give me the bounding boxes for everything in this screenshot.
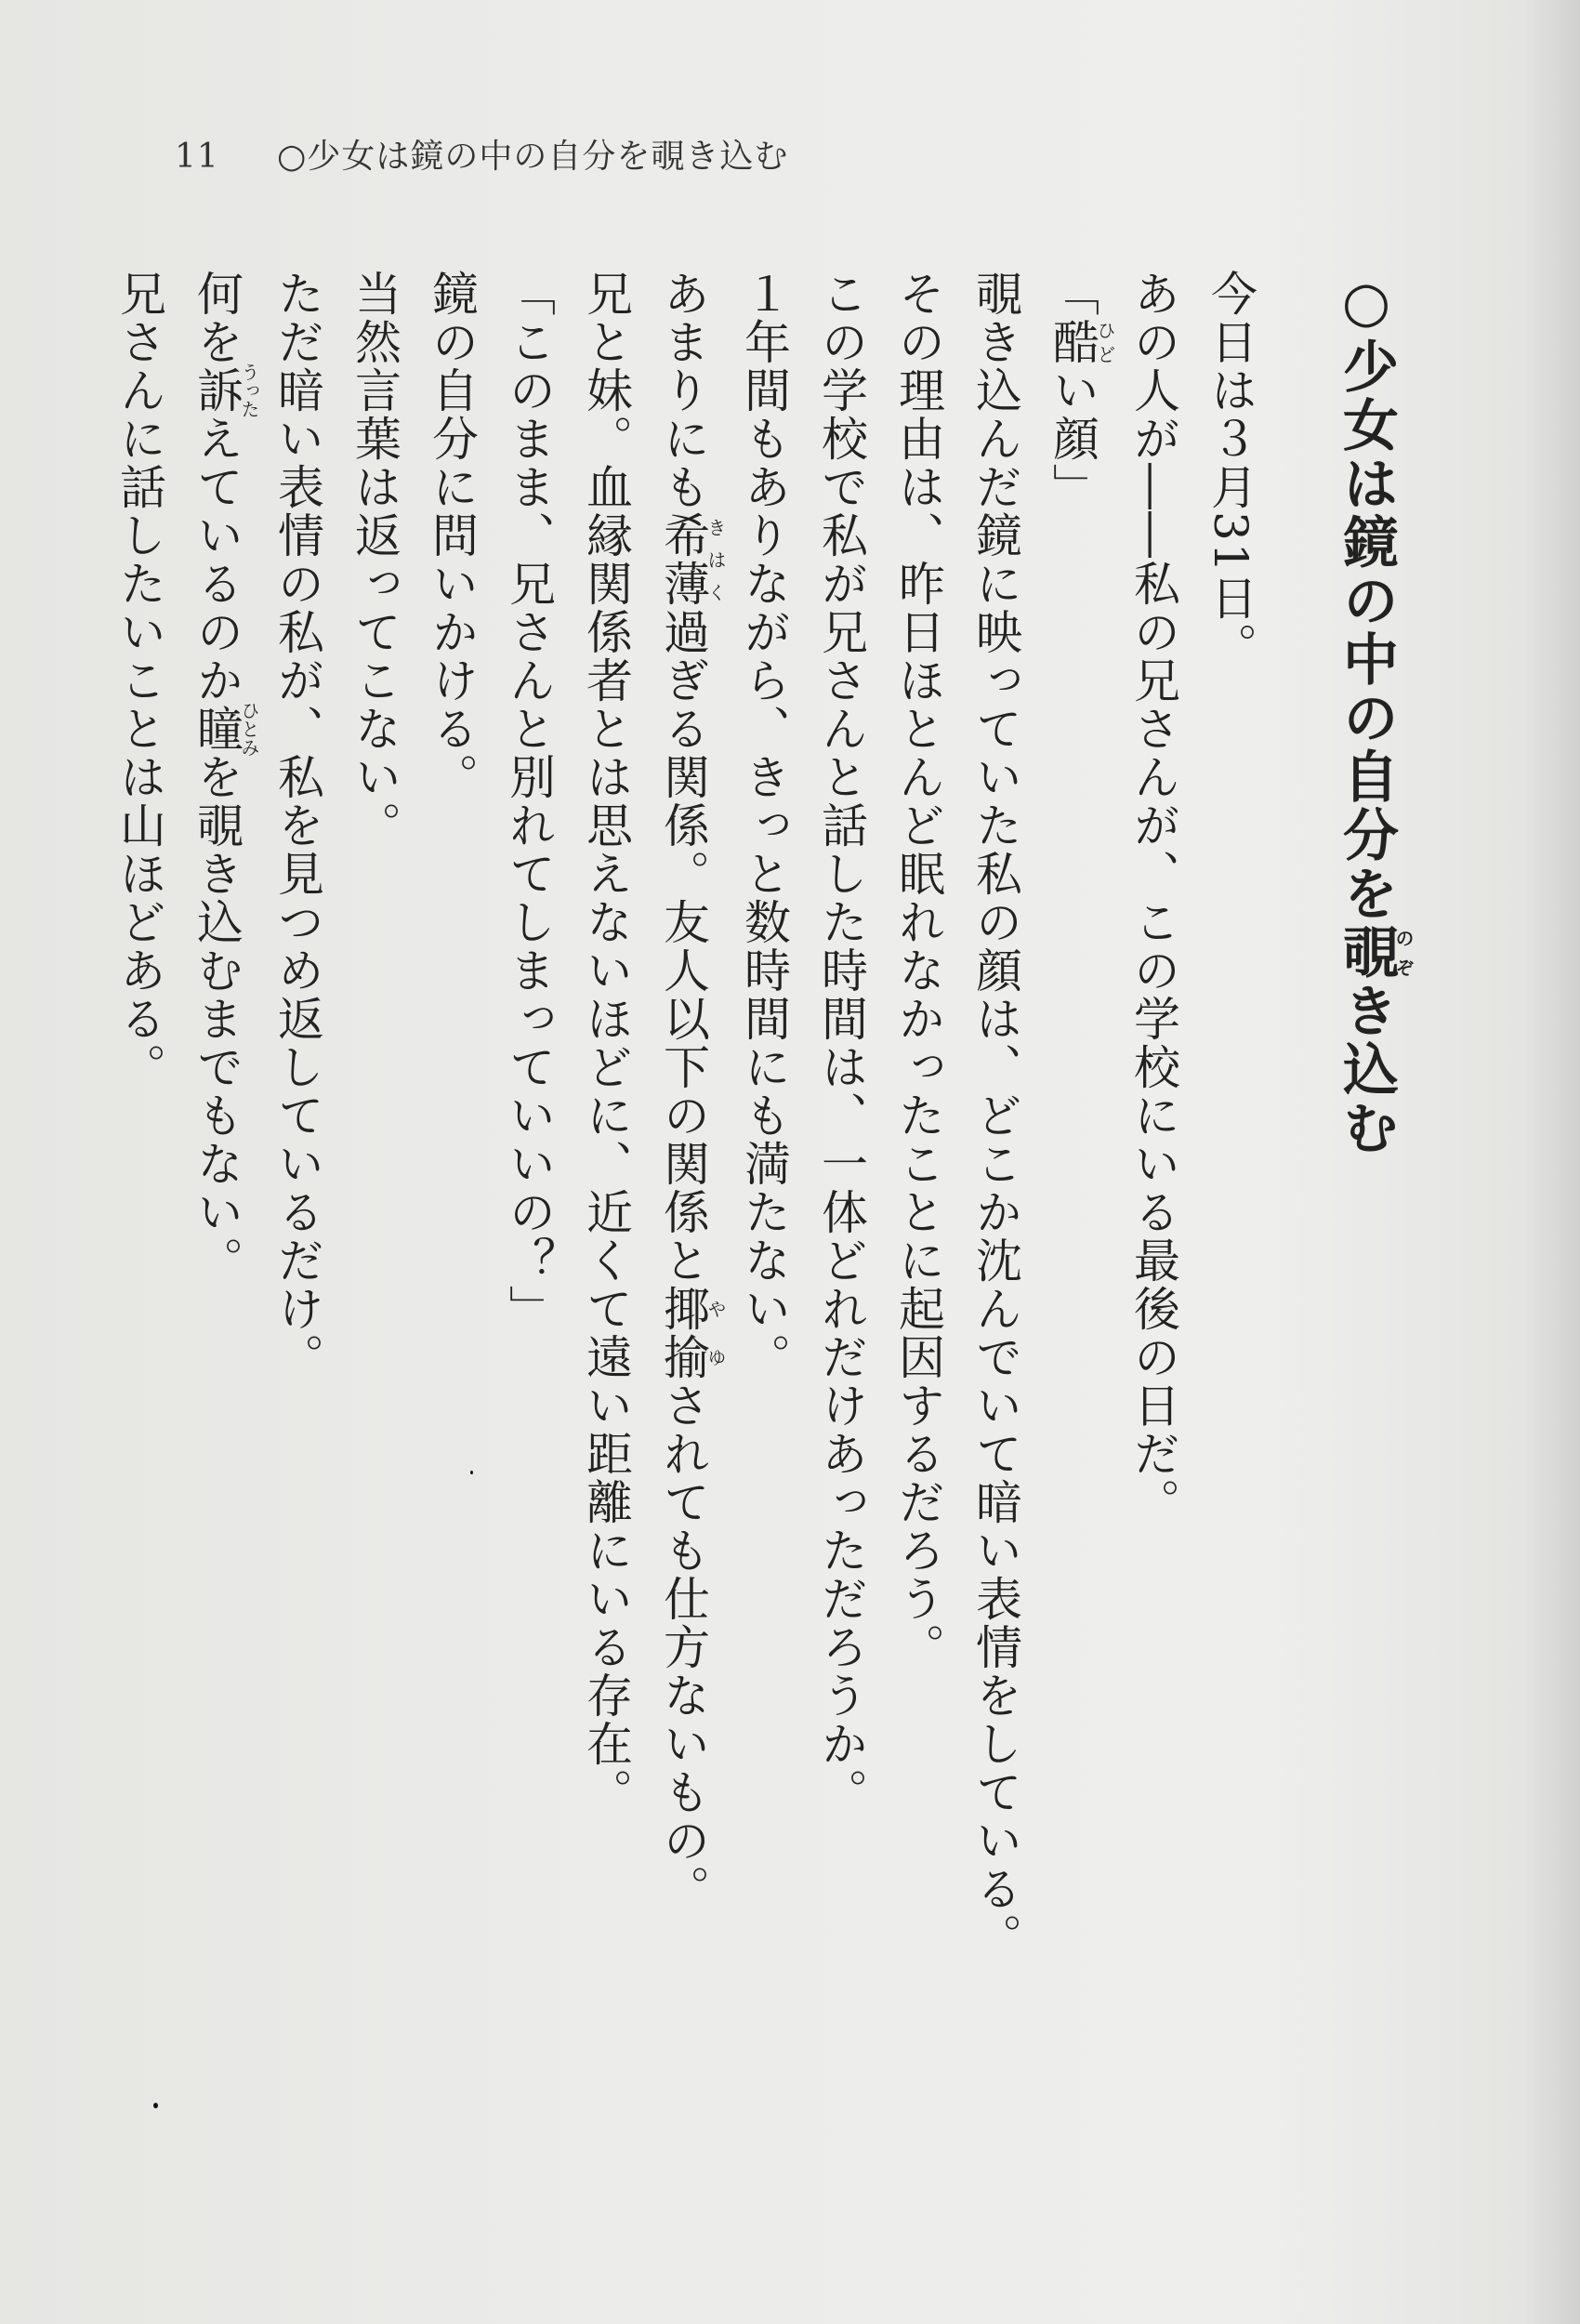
ruby-yayu-reading: やゆ — [704, 1285, 727, 1381]
text-line-10: 「このまま、兄さんと別れてしまっていいの？」 — [502, 270, 556, 1333]
ruby-utta — [190, 363, 260, 418]
text-line-8-part-c: されても仕方ないもの。 — [656, 1381, 710, 1913]
text-line-3 — [1034, 270, 1114, 2185]
ruby-utta-base: 訴 — [190, 363, 244, 418]
text-line-14 — [178, 270, 258, 2185]
ruby-kihaku-base: 希薄 — [656, 511, 710, 608]
quote-close: い顔」 — [1046, 366, 1099, 511]
ruby-hido-base: 酷 — [1046, 318, 1099, 366]
paper-speck — [470, 1471, 473, 1474]
text-line-11: 鏡の自分に問いかける。 — [425, 270, 479, 801]
spine-shadow — [1524, 0, 1580, 2324]
text-line-7: １年間もありながら、きっと数時間にも満たない。 — [737, 270, 791, 1381]
running-header-title: ○少女は鏡の中の自分を覗き込む — [277, 138, 789, 176]
ruby-hitomi-reading: ひとみ — [238, 701, 260, 757]
quote-open: 「 — [1046, 270, 1099, 318]
text-line-6: この学校で私が兄さんと話した時間は、一体どれだけあっただろうか。 — [814, 270, 868, 1816]
chapter-title-part1: ○少女は鏡の中の自分を — [1334, 270, 1399, 923]
chapter-title-ruby-reading: のぞ — [1392, 923, 1415, 982]
ruby-hitomi — [190, 701, 260, 757]
text-line-5: その理由は、昨日ほとんど眠れなかったことに起因するだろう。 — [891, 270, 945, 1671]
running-header — [175, 130, 788, 178]
text-line-15: 兄さんに話したいことは山ほどある。 — [112, 270, 166, 1091]
ruby-hitomi-base: 瞳 — [190, 701, 244, 757]
text-line-13: ただ暗い表情の私が、私を見つめ返しているだけ。 — [270, 270, 324, 1381]
text-line-8-part-b: 過ぎる関係。友人以下の関係と — [656, 608, 710, 1285]
chapter-title-ruby-base: 覗 — [1334, 923, 1399, 982]
text-line-1: 今日は３月31日。 — [1204, 270, 1257, 671]
ruby-hido — [1046, 318, 1116, 366]
text-line-14-part-a: 何を — [190, 270, 244, 366]
chapter-title-part2: き込む — [1334, 982, 1399, 1157]
vertical-text-body — [100, 270, 1413, 2185]
ruby-kihaku-reading: きはく — [704, 511, 727, 608]
ruby-yayu — [656, 1285, 727, 1381]
text-line-9: 兄と妹。血縁関係者とは思えないほどに、近くて遠い距離にいる存在。 — [579, 270, 633, 1816]
ruby-utta-reading: うった — [238, 363, 260, 418]
text-line-14-part-c: を覗き込むまでもない。 — [190, 753, 244, 1285]
page-number: 11 — [175, 138, 219, 176]
text-line-8 — [644, 270, 725, 2185]
text-line-2: あの人が――私の兄さんが、この学校にいる最後の日だ。 — [1126, 270, 1180, 1526]
ruby-kihaku — [656, 511, 727, 608]
ruby-yayu-base: 揶揄 — [656, 1285, 710, 1381]
text-line-8-part-a: あまりにも — [656, 270, 710, 511]
text-line-4: 覗き込んだ鏡に映っていた私の顔は、どこか沈んでいて暗い表情をしている。 — [968, 270, 1022, 1961]
paper-speck — [153, 2103, 158, 2108]
chapter-title — [1324, 270, 1413, 2185]
chapter-title-ruby — [1334, 923, 1415, 982]
text-line-14-part-b: えているのか — [190, 415, 244, 705]
text-line-12: 当然言葉は返ってこない。 — [348, 270, 402, 850]
ruby-hido-reading: ひど — [1094, 318, 1116, 366]
